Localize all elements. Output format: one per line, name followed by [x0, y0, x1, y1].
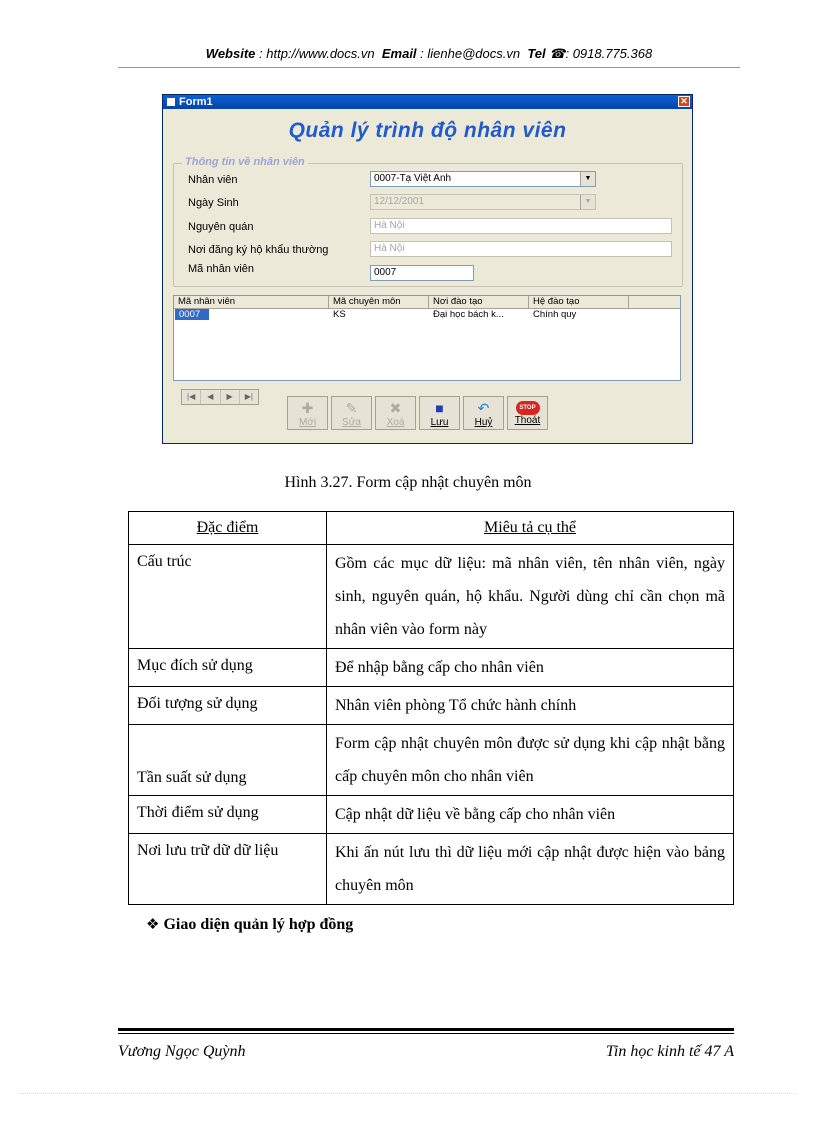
table-row — [129, 796, 734, 834]
spec-table — [128, 511, 734, 905]
grid-header — [174, 296, 680, 309]
exit-button-label: Thoát — [514, 415, 541, 426]
header-rule — [118, 67, 740, 68]
table-row — [129, 834, 734, 905]
email-value: : lienhe@docs.vn — [420, 46, 521, 61]
prev-record-icon[interactable]: ◀ — [201, 390, 220, 404]
employee-id-value: 0007 — [374, 267, 397, 278]
page-bottom-rule — [20, 1093, 796, 1094]
footer-author: Vương Ngọc Quỳnh — [118, 1043, 246, 1060]
group-legend: Thông tin về nhân viên — [182, 156, 308, 168]
grid-col-specialty[interactable]: Mã chuyên môn — [329, 296, 429, 308]
save-icon: ■ — [435, 400, 444, 416]
footer-class: Tin học kinh tế 47 A — [605, 1043, 734, 1060]
footer-rule — [118, 1028, 734, 1031]
table-cell-description: Khi ấn nút lưu thì dữ liệu mới cập nhật được hiện vào bảng chuyên môn — [327, 834, 734, 905]
new-button[interactable] — [287, 396, 328, 430]
record-navigator — [181, 389, 259, 405]
table-row — [129, 725, 734, 796]
field-label-employee: Nhân viên — [188, 174, 238, 186]
stop-icon: STOP — [516, 401, 540, 415]
employee-id-field[interactable] — [370, 265, 474, 281]
new-button-label: Mới — [298, 417, 317, 428]
table-cell-feature: Đối tượng sử dụng — [129, 687, 327, 725]
phone-icon: ☎ — [549, 46, 566, 61]
residence-field — [370, 241, 672, 257]
close-icon[interactable]: ✕ — [678, 96, 690, 107]
edit-button-label: Sửa — [342, 417, 361, 428]
table-row — [129, 545, 734, 649]
new-icon: ✚ — [301, 400, 314, 416]
table-cell-feature: Tần suất sử dụng — [129, 725, 327, 796]
footer-rule-thin — [118, 1033, 734, 1034]
website-label: Website — [205, 46, 256, 61]
employee-select-value: 0007-Tạ Việt Anh — [374, 173, 452, 184]
field-label-hometown: Nguyên quán — [188, 221, 254, 233]
grid-col-institution[interactable]: Nơi đào tạo — [429, 296, 529, 308]
first-record-icon[interactable]: |◀ — [182, 390, 201, 404]
cancel-button-label: Huỷ — [474, 417, 493, 428]
website-value: : http://www.docs.vn — [259, 46, 375, 61]
cancel-button[interactable] — [463, 396, 504, 430]
grid-cell-institution[interactable]: Đại học bách k... — [433, 309, 504, 320]
table-row — [129, 687, 734, 725]
table-header-feature: Đặc điểm — [129, 512, 327, 545]
grid-col-program[interactable]: Hệ đào tạo — [529, 296, 629, 308]
table-cell-description: Nhân viên phòng Tổ chức hành chính — [327, 687, 734, 725]
edit-icon: ✎ — [345, 400, 358, 416]
table-cell-description: Form cập nhật chuyên môn được sử dụng khi cập nhật bằng cấp chuyên môn cho nhân viên — [327, 725, 734, 796]
grid-cell-program[interactable]: Chính quy — [533, 309, 577, 320]
form-titlebar — [163, 95, 692, 109]
birthdate-field — [370, 194, 596, 210]
field-label-employee-id: Mã nhân viên — [188, 263, 255, 275]
employee-info-group — [173, 156, 683, 287]
field-label-birthdate: Ngày Sinh — [188, 197, 239, 209]
table-row — [129, 649, 734, 687]
form-screenshot — [162, 94, 693, 444]
table-row[interactable] — [174, 309, 680, 320]
next-record-icon[interactable]: ▶ — [221, 390, 240, 404]
tel-label: Tel — [527, 46, 546, 61]
table-cell-description: Để nhập bằng cấp cho nhân viên — [327, 649, 734, 687]
chevron-down-icon[interactable]: ▼ — [580, 172, 595, 186]
table-cell-description: Cập nhật dữ liệu về bằng cấp cho nhân viên — [327, 796, 734, 834]
section-heading — [146, 915, 353, 934]
table-cell-feature: Nơi lưu trữ dữ dữ liệu — [129, 834, 327, 905]
grid-col-employee-id[interactable]: Mã nhân viên — [174, 296, 329, 308]
exit-button[interactable] — [507, 396, 548, 430]
window-title: Form1 — [179, 96, 213, 108]
save-button-label: Lưu — [430, 417, 449, 428]
field-label-residence: Nơi đăng ký hộ khẩu thường — [188, 244, 329, 256]
hometown-value: Hà Nội — [374, 220, 405, 231]
undo-icon: ↶ — [477, 400, 490, 416]
table-cell-feature: Thời điểm sử dụng — [129, 796, 327, 834]
table-header-row — [129, 512, 734, 545]
save-button[interactable] — [419, 396, 460, 430]
table-cell-feature: Mục đích sử dụng — [129, 649, 327, 687]
table-header-description: Miêu tả cụ thể — [327, 512, 734, 545]
tel-value: : 0918.775.368 — [565, 46, 653, 61]
email-label: Email — [381, 46, 417, 61]
residence-value: Hà Nội — [374, 243, 405, 254]
diamond-bullet-icon: ❖ — [146, 915, 160, 933]
table-cell-description: Gồm các mục dữ liệu: mã nhân viên, tên nhân viên, ngày sinh, nguyên quán, hộ khẩu. Người dùng chỉ cần chọn mã nhân viên vào form này — [327, 545, 734, 649]
qualification-grid[interactable] — [173, 295, 681, 381]
grid-cell-employee-id[interactable]: 0007 — [175, 309, 209, 320]
employee-select[interactable] — [370, 171, 596, 187]
form-toolbar — [287, 396, 551, 430]
chevron-down-icon: ▼ — [580, 195, 595, 209]
form-heading: Quản lý trình độ nhân viên — [288, 119, 567, 142]
last-record-icon[interactable]: ▶| — [244, 392, 253, 401]
hometown-field — [370, 218, 672, 234]
birthdate-value: 12/12/2001 — [374, 196, 425, 207]
delete-button[interactable] — [375, 396, 416, 430]
table-cell-feature: Cấu trúc — [129, 545, 327, 649]
figure-caption: Hình 3.27. Form cập nhật chuyên môn — [284, 474, 532, 491]
window-icon — [167, 98, 175, 106]
section-heading-text: Giao diện quản lý hợp đồng — [163, 916, 354, 933]
page-header — [118, 46, 740, 66]
delete-icon: ✖ — [389, 400, 402, 416]
grid-cell-specialty[interactable]: KS — [333, 309, 346, 320]
edit-button[interactable] — [331, 396, 372, 430]
delete-button-label: Xoá — [386, 417, 405, 428]
